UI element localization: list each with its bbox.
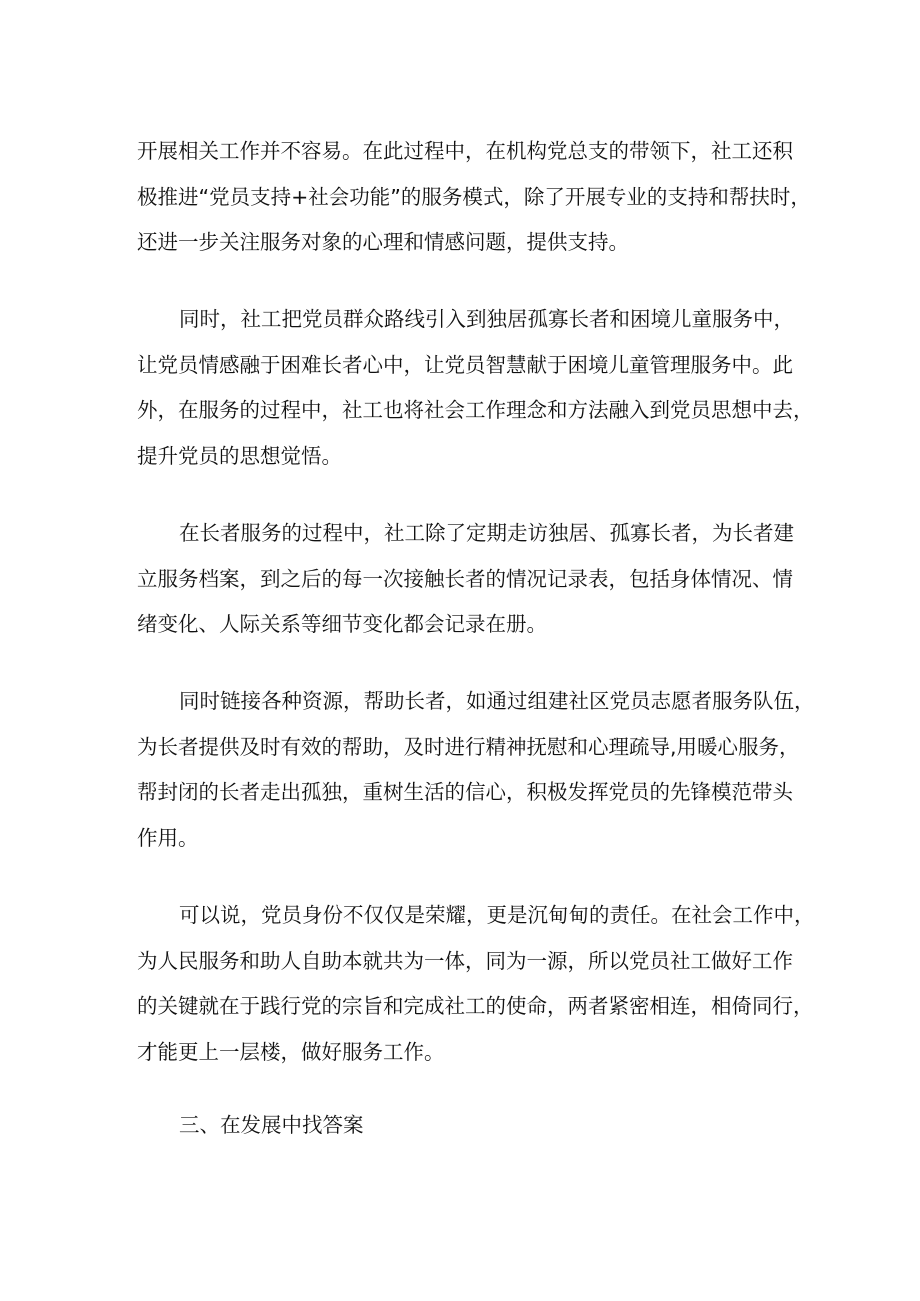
paragraph-line: 让党员情感融于困难长者心中，让党员智慧献于困境儿童管理服务中。此 xyxy=(137,353,793,377)
paragraph-line: 在长者服务的过程中，社工除了定期走访独居、孤寡长者，为长者建 xyxy=(179,521,794,545)
paragraph-line: 作用。 xyxy=(137,826,199,850)
paragraph-line: 提升党员的思想觉悟。 xyxy=(137,444,342,468)
paragraph-line: 帮封闭的长者走出孤独，重树生活的信心，积极发挥党员的先锋模范带头 xyxy=(137,780,793,804)
paragraph-line: 同时链接各种资源，帮助长者，如通过组建社区党员志愿者服务队伍， xyxy=(179,689,815,713)
paragraph-line: 还进一步关注服务对象的心理和情感问题，提供支持。 xyxy=(137,230,629,254)
paragraph-line: 为长者提供及时有效的帮助，及时进行精神抚慰和心理疏导,用暖心服务， xyxy=(137,735,800,759)
paragraph-line: 绪变化、人际关系等细节变化都会记录在册。 xyxy=(137,612,547,636)
paragraph-line: 开展相关工作并不容易。在此过程中，在机构党总支的带领下，社工还积 xyxy=(137,139,793,163)
paragraph-line: 立服务档案，到之后的每一次接触长者的情况记录表，包括身体情况、情 xyxy=(137,567,793,591)
paragraph-line: 可以说，党员身份不仅仅是荣耀，更是沉甸甸的责任。在社会工作中， xyxy=(179,903,815,927)
paragraph-line: 为人民服务和助人自助本就共为一体，同为一源，所以党员社工做好工作 xyxy=(137,949,793,973)
paragraph-line: 极推进“党员支持+社会功能”的服务模式，除了开展专业的支持和帮扶时， xyxy=(137,185,811,209)
section-heading: 三、在发展中找答案 xyxy=(179,1113,364,1137)
paragraph-line: 同时，社工把党员群众路线引入到独居孤寡长者和困境儿童服务中， xyxy=(179,307,794,331)
paragraph-line: 的关键就在于践行党的宗旨和完成社工的使命，两者紧密相连，相倚同行， xyxy=(137,994,814,1018)
paragraph-line: 才能更上一层楼，做好服务工作。 xyxy=(137,1040,445,1064)
paragraph-line: 外，在服务的过程中，社工也将社会工作理念和方法融入到党员思想中去， xyxy=(137,398,814,422)
